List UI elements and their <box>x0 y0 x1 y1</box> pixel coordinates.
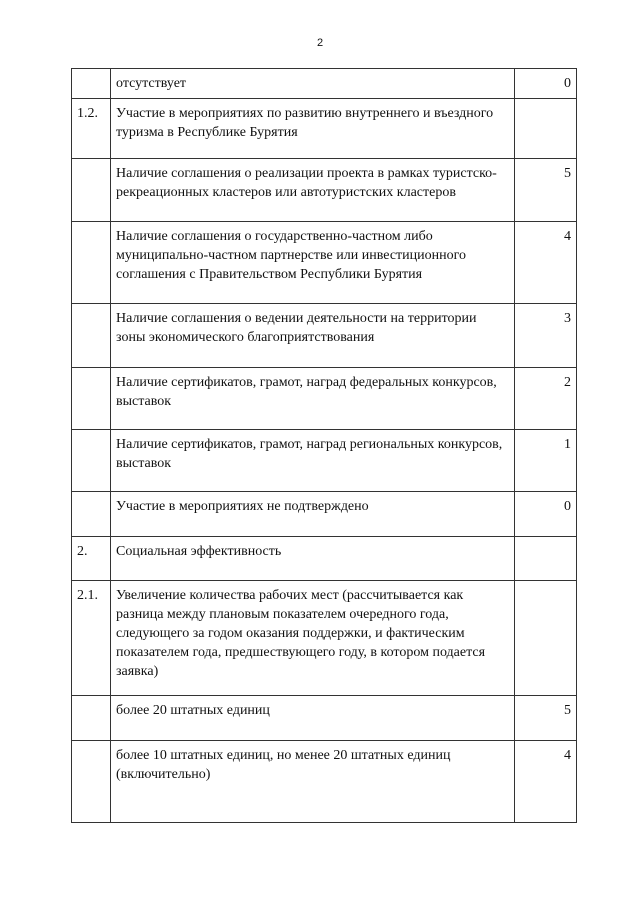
table-row <box>72 99 577 159</box>
row-number: 1.2. <box>72 99 111 159</box>
row-number <box>72 304 111 368</box>
criterion-text: Участие в мероприятиях по развитию внутреннего и въездного туризма в Республике Бурятия <box>111 99 515 159</box>
score-cell: 4 <box>515 222 577 304</box>
criterion-text: более 10 штатных единиц, но менее 20 штатных единиц (включительно) <box>111 741 515 823</box>
table-row <box>72 69 577 99</box>
criterion-text: Увеличение количества рабочих мест (рассчитывается как разница между плановым показателем очередного года, следующего за годом оказания поддержки, и фактическим показателем года, предшествующего году, в котором подается заявка) <box>111 581 515 696</box>
criterion-text: Участие в мероприятиях не подтверждено <box>111 492 515 537</box>
row-number <box>72 492 111 537</box>
row-number <box>72 696 111 741</box>
row-number <box>72 222 111 304</box>
criterion-text: Наличие соглашения о ведении деятельности на территории зоны экономического благоприятствования <box>111 304 515 368</box>
row-number: 2.1. <box>72 581 111 696</box>
criteria-table <box>71 68 577 823</box>
criterion-text: Социальная эффективность <box>111 537 515 581</box>
score-cell <box>515 99 577 159</box>
row-number: 2. <box>72 537 111 581</box>
table-row <box>72 696 577 741</box>
table-row <box>72 537 577 581</box>
row-number <box>72 69 111 99</box>
table-row <box>72 222 577 304</box>
score-cell: 4 <box>515 741 577 823</box>
row-number <box>72 368 111 430</box>
score-cell: 0 <box>515 69 577 99</box>
table-row <box>72 581 577 696</box>
score-cell: 1 <box>515 430 577 492</box>
score-cell: 5 <box>515 159 577 222</box>
table-row <box>72 741 577 823</box>
row-number <box>72 430 111 492</box>
row-number <box>72 159 111 222</box>
score-cell: 2 <box>515 368 577 430</box>
criterion-text: более 20 штатных единиц <box>111 696 515 741</box>
table-row <box>72 159 577 222</box>
table-row <box>72 492 577 537</box>
table-row <box>72 368 577 430</box>
score-cell: 3 <box>515 304 577 368</box>
score-cell <box>515 581 577 696</box>
table-row <box>72 430 577 492</box>
score-cell: 5 <box>515 696 577 741</box>
row-number <box>72 741 111 823</box>
criterion-text: Наличие соглашения о реализации проекта в рамках туристско-рекреационных кластеров или автотуристских кластеров <box>111 159 515 222</box>
table-row <box>72 304 577 368</box>
score-cell: 0 <box>515 492 577 537</box>
criterion-text: Наличие сертификатов, грамот, наград федеральных конкурсов, выставок <box>111 368 515 430</box>
criterion-text: Наличие соглашения о государственно-частном либо муниципально-частном партнерстве или инвестиционного соглашения с Правительством Республики Бурятия <box>111 222 515 304</box>
criterion-text: отсутствует <box>111 69 515 99</box>
page-number: 2 <box>316 37 324 49</box>
score-cell <box>515 537 577 581</box>
criterion-text: Наличие сертификатов, грамот, наград региональных конкурсов, выставок <box>111 430 515 492</box>
